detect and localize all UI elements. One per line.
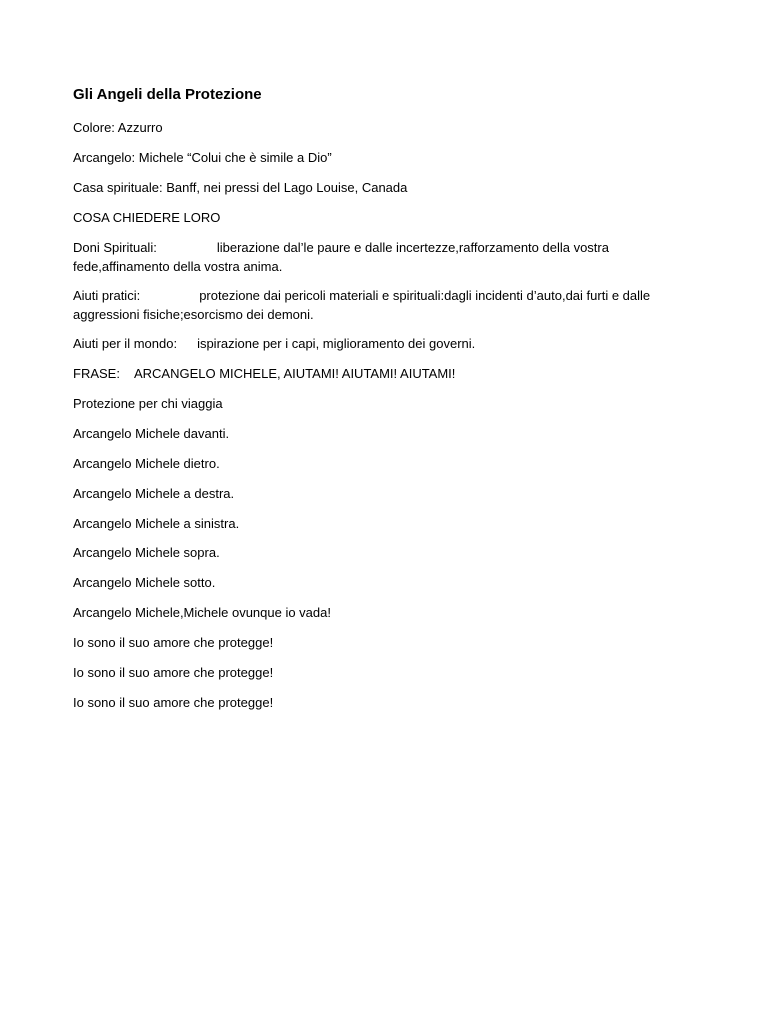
frase-line: [73, 364, 455, 383]
aiuti-mondo-text: ispirazione per i capi, miglioramento dei governi.: [197, 336, 476, 351]
frase-text: ARCANGELO MICHELE, AIUTAMI! AIUTAMI! AIUTAMI!: [133, 366, 456, 381]
aiuti-pratici-text: protezione dai pericoli materiali e spirituali:dagli incidenti d’auto,dai furti e dalle aggressioni fisiche;esorcismo dei demoni.: [73, 288, 651, 322]
frase-label: FRASE:: [73, 366, 120, 381]
colore-line: Colore: Azzurro: [73, 120, 163, 135]
arcangelo-line: Arcangelo: Michele “Colui che è simile a Dio”: [73, 150, 332, 165]
prayer-line: Arcangelo Michele,Michele ovunque io vada!: [73, 605, 331, 620]
aiuti-pratici-label: Aiuti pratici:: [73, 288, 141, 303]
prayer-line: Arcangelo Michele dietro.: [73, 456, 220, 471]
prayer-line: Io sono il suo amore che protegge!: [73, 695, 274, 710]
prayer-line: Arcangelo Michele davanti.: [73, 426, 230, 441]
casa-spirituale-line: Casa spirituale: Banff, nei pressi del Lago Louise, Canada: [73, 180, 408, 195]
doni-spirituali-text: liberazione dal’le paure e dalle incertezze,rafforzamento della vostra fede,affinamento della vostra anima.: [73, 240, 609, 274]
document-title: Gli Angeli della Protezione: [73, 86, 262, 103]
aiuti-mondo-line: [73, 334, 475, 353]
prayer-line: Io sono il suo amore che protegge!: [73, 635, 274, 650]
protezione-heading: Protezione per chi viaggia: [73, 396, 223, 411]
prayer-line: Arcangelo Michele a destra.: [73, 486, 235, 501]
doni-spirituali-label: Doni Spirituali:: [73, 240, 157, 255]
prayer-line: Arcangelo Michele a sinistra.: [73, 516, 240, 531]
prayer-line: Arcangelo Michele sotto.: [73, 575, 216, 590]
doni-spirituali-paragraph: [73, 238, 688, 276]
cosa-chiedere-heading: COSA CHIEDERE LORO: [73, 210, 221, 225]
aiuti-mondo-label: Aiuti per il mondo:: [73, 336, 178, 351]
prayer-line: Arcangelo Michele sopra.: [73, 545, 220, 560]
aiuti-pratici-paragraph: [73, 286, 688, 324]
prayer-line: Io sono il suo amore che protegge!: [73, 665, 274, 680]
